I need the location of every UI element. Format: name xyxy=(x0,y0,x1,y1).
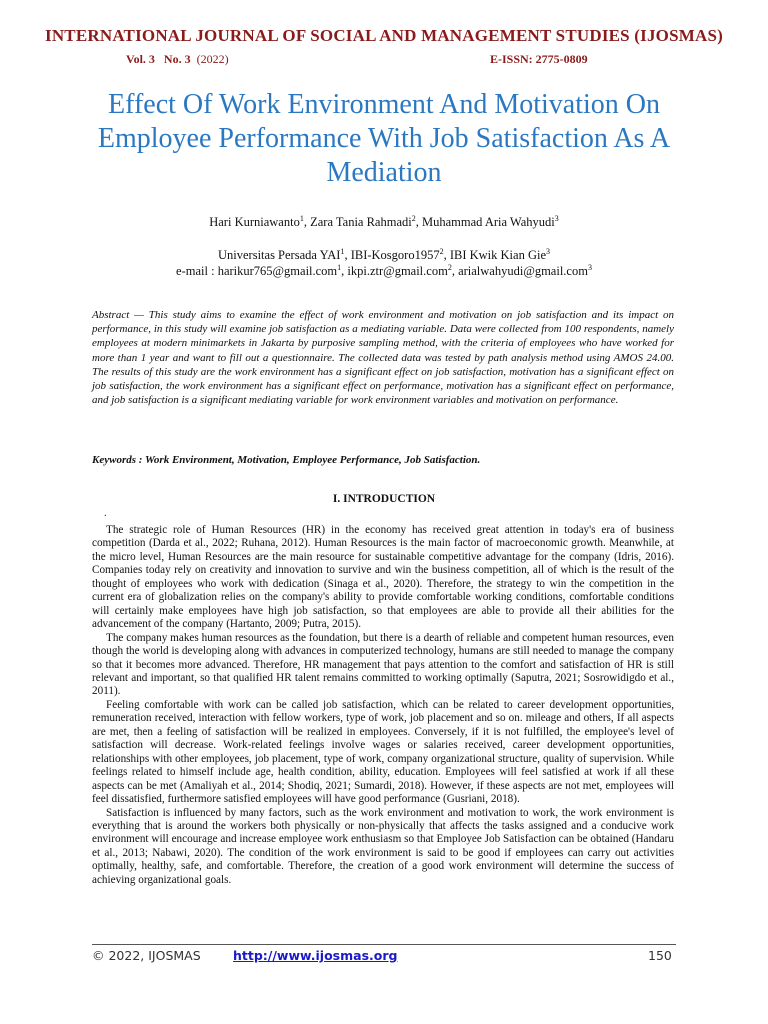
email-index: 2 xyxy=(447,262,452,272)
volume-number: Vol. 3 xyxy=(126,52,155,66)
author-list: Hari Kurniawanto$^1$, Zara Tania Rahmadi$^2$, Muhammad Aria Wahyudi$^3$ xyxy=(209,213,559,229)
affiliation-index: 1 xyxy=(340,246,345,256)
email-label: e-mail : xyxy=(176,264,218,278)
keywords: Keywords : Work Environment, Motivation, Employee Performance, Job Satisfaction. xyxy=(92,454,481,466)
volume-info xyxy=(126,52,229,67)
journal-title: INTERNATIONAL JOURNAL OF SOCIAL AND MANAGEMENT STUDIES (IJOSMAS) xyxy=(45,26,723,45)
affiliation-list: Universitas Persada YAI$^1$, IBI-Kosgoro1957$^2$, IBI Kwik Kian Gie$^3$ xyxy=(218,246,550,262)
issue-year: (2022) xyxy=(196,52,229,66)
footer-copyright: © 2022, IJOSMAS xyxy=(92,948,201,963)
abstract: Abstract — This study aims to examine the effect of work environment and motivation on job satisfaction and its impact on performance, in this study will examine job satisfaction as a mediating variable. Data were collected from 100 respondents, namely employees at modern minimarkets in Jakarta by purposive sampling method, with the criteria of employees who have worked for more than 1 year and want to fill out a questionnaire. The collected data was tested by path analysis method using AMOS 24.00. The results of this study are the work environment has a significant effect on job satisfaction, motivation has a significant effect on job satisfaction, the work environment has a significant effect on performance, motivation has a significant effect on performance, and job satisfaction is a significant mediating variable for work environment variables and motivation on performance. xyxy=(92,309,674,407)
email-address[interactable]: ikpi.ztr@gmail.com xyxy=(347,264,448,278)
affiliation-block xyxy=(0,247,768,279)
body-paragraph: Feeling comfortable with work can be called job satisfaction, which can be related to career development opportunities, remuneration received, interaction with fellow workers, type of work, job placement and so on. mileage and others, If all aspects are met, then a feeling of satisfaction will be realized in employees. Conversely, if it is not fulfilled, the employee's level of satisfaction will decrease. Work-related feelings involve wages or salaries received, career development opportunities, relationships with other employees, job placement, type of work, company organizational structure, quality of supervision. While feelings related to himself include age, health condition, ability, education. Employees will feel satisfied at work if all these aspects can be met (Amaliyah et al., 2014; Shodiq, 2021; Sumardi, 2018). However, if these aspects are not met, employees will feel dissatisfied, furthermore satisfied employees will have good performance (Gusriani, 2018). xyxy=(92,698,674,806)
section-heading-introduction: I. INTRODUCTION xyxy=(332,493,436,505)
email-index: 1 xyxy=(337,262,342,272)
author-name: Muhammad Aria Wahyudi xyxy=(421,215,555,229)
affiliation-name: IBI Kwik Kian Gie xyxy=(449,248,546,262)
eissn: E-ISSN: 2775-0809 xyxy=(490,52,588,66)
paper-title: Effect Of Work Environment And Motivation On Employee Performance With Job Satisfaction As A Mediation xyxy=(97,89,671,188)
stray-dot: . xyxy=(104,508,107,519)
footer-journal-link[interactable]: http://www.ijosmas.org xyxy=(233,948,398,963)
author-name: Zara Tania Rahmadi xyxy=(310,215,412,229)
introduction-body xyxy=(92,524,674,887)
footer-divider xyxy=(92,944,676,945)
body-paragraph: Satisfaction is influenced by many factors, such as the work environment and motivation to work, the work environment is everything that is around the workers both physically or non-physically that affects the tasks assigned and a conducive work environment will encourage and increase employee work enthusiasm so that Employee Job Satisfaction can be obtained (Handaru et al., 2013; Nabawi, 2020). The condition of the work environment is said to be good if employees can carry out activities optimally, healthy, safe, and comfortable. Therefore, the creation of a good work environment will determine the success of achieving organizational goals. xyxy=(92,806,674,886)
issue-number: No. 3 xyxy=(163,52,191,66)
author-name: Hari Kurniawanto xyxy=(209,215,300,229)
affiliation-index: 3 xyxy=(546,246,550,256)
email-list: e-mail : harikur765@gmail.com$^1$, ikpi.ztr@gmail.com$^2$, arialwahyudi@gmail.com$^3$ xyxy=(176,262,592,278)
author-affiliation-index: 3 xyxy=(554,213,559,223)
affiliation-name: IBI-Kosgoro1957 xyxy=(350,248,440,262)
author-affiliation-index: 1 xyxy=(299,213,304,223)
email-address[interactable]: arialwahyudi@gmail.com xyxy=(458,264,588,278)
body-paragraph: The company makes human resources as the foundation, but there is a dearth of reliable and competent human resources, even though the world is developing along with advances in computerized technology, humans are still needed to manage the company so that it becomes more advanced. Therefore, HR management that pays attention to the comfort and satisfaction of HR is still relevant and important, so that qualified HR talent remains committed to working optimally (Saputra, 2021; Sosrowidigdo et al., 2011). xyxy=(92,631,674,698)
author-affiliation-index: 2 xyxy=(411,213,416,223)
email-address[interactable]: harikur765@gmail.com xyxy=(217,264,338,278)
page-number: 150 xyxy=(648,948,672,963)
body-paragraph: The strategic role of Human Resources (HR) in the economy has received great attention in today's era of business competition (Darda et al., 2022; Ruhana, 2012). Human Resources is the main factor of macroeconomic growth. Meanwhile, at the micro level, Human Resources are the main resource for sustainable competitive advantage for the company (Idris, 2016). Companies today rely on creativity and innovation to survive and win the business competition, all of which is the result of the thought of employees who work with dedication (Sinaga et al., 2020). Therefore, the strategy to win the competition in the current era of globalization relies on the company's ability to provide comfortable working conditions, comfortable conditions will certainly make employees have high job satisfaction, so that employees are able to provide all their abilities for the advancement of the company (Hartanto, 2009; Putra, 2015). xyxy=(92,524,674,631)
email-index: 3 xyxy=(587,262,592,272)
affiliation-name: Universitas Persada YAI xyxy=(218,248,341,262)
affiliation-index: 2 xyxy=(439,246,444,256)
